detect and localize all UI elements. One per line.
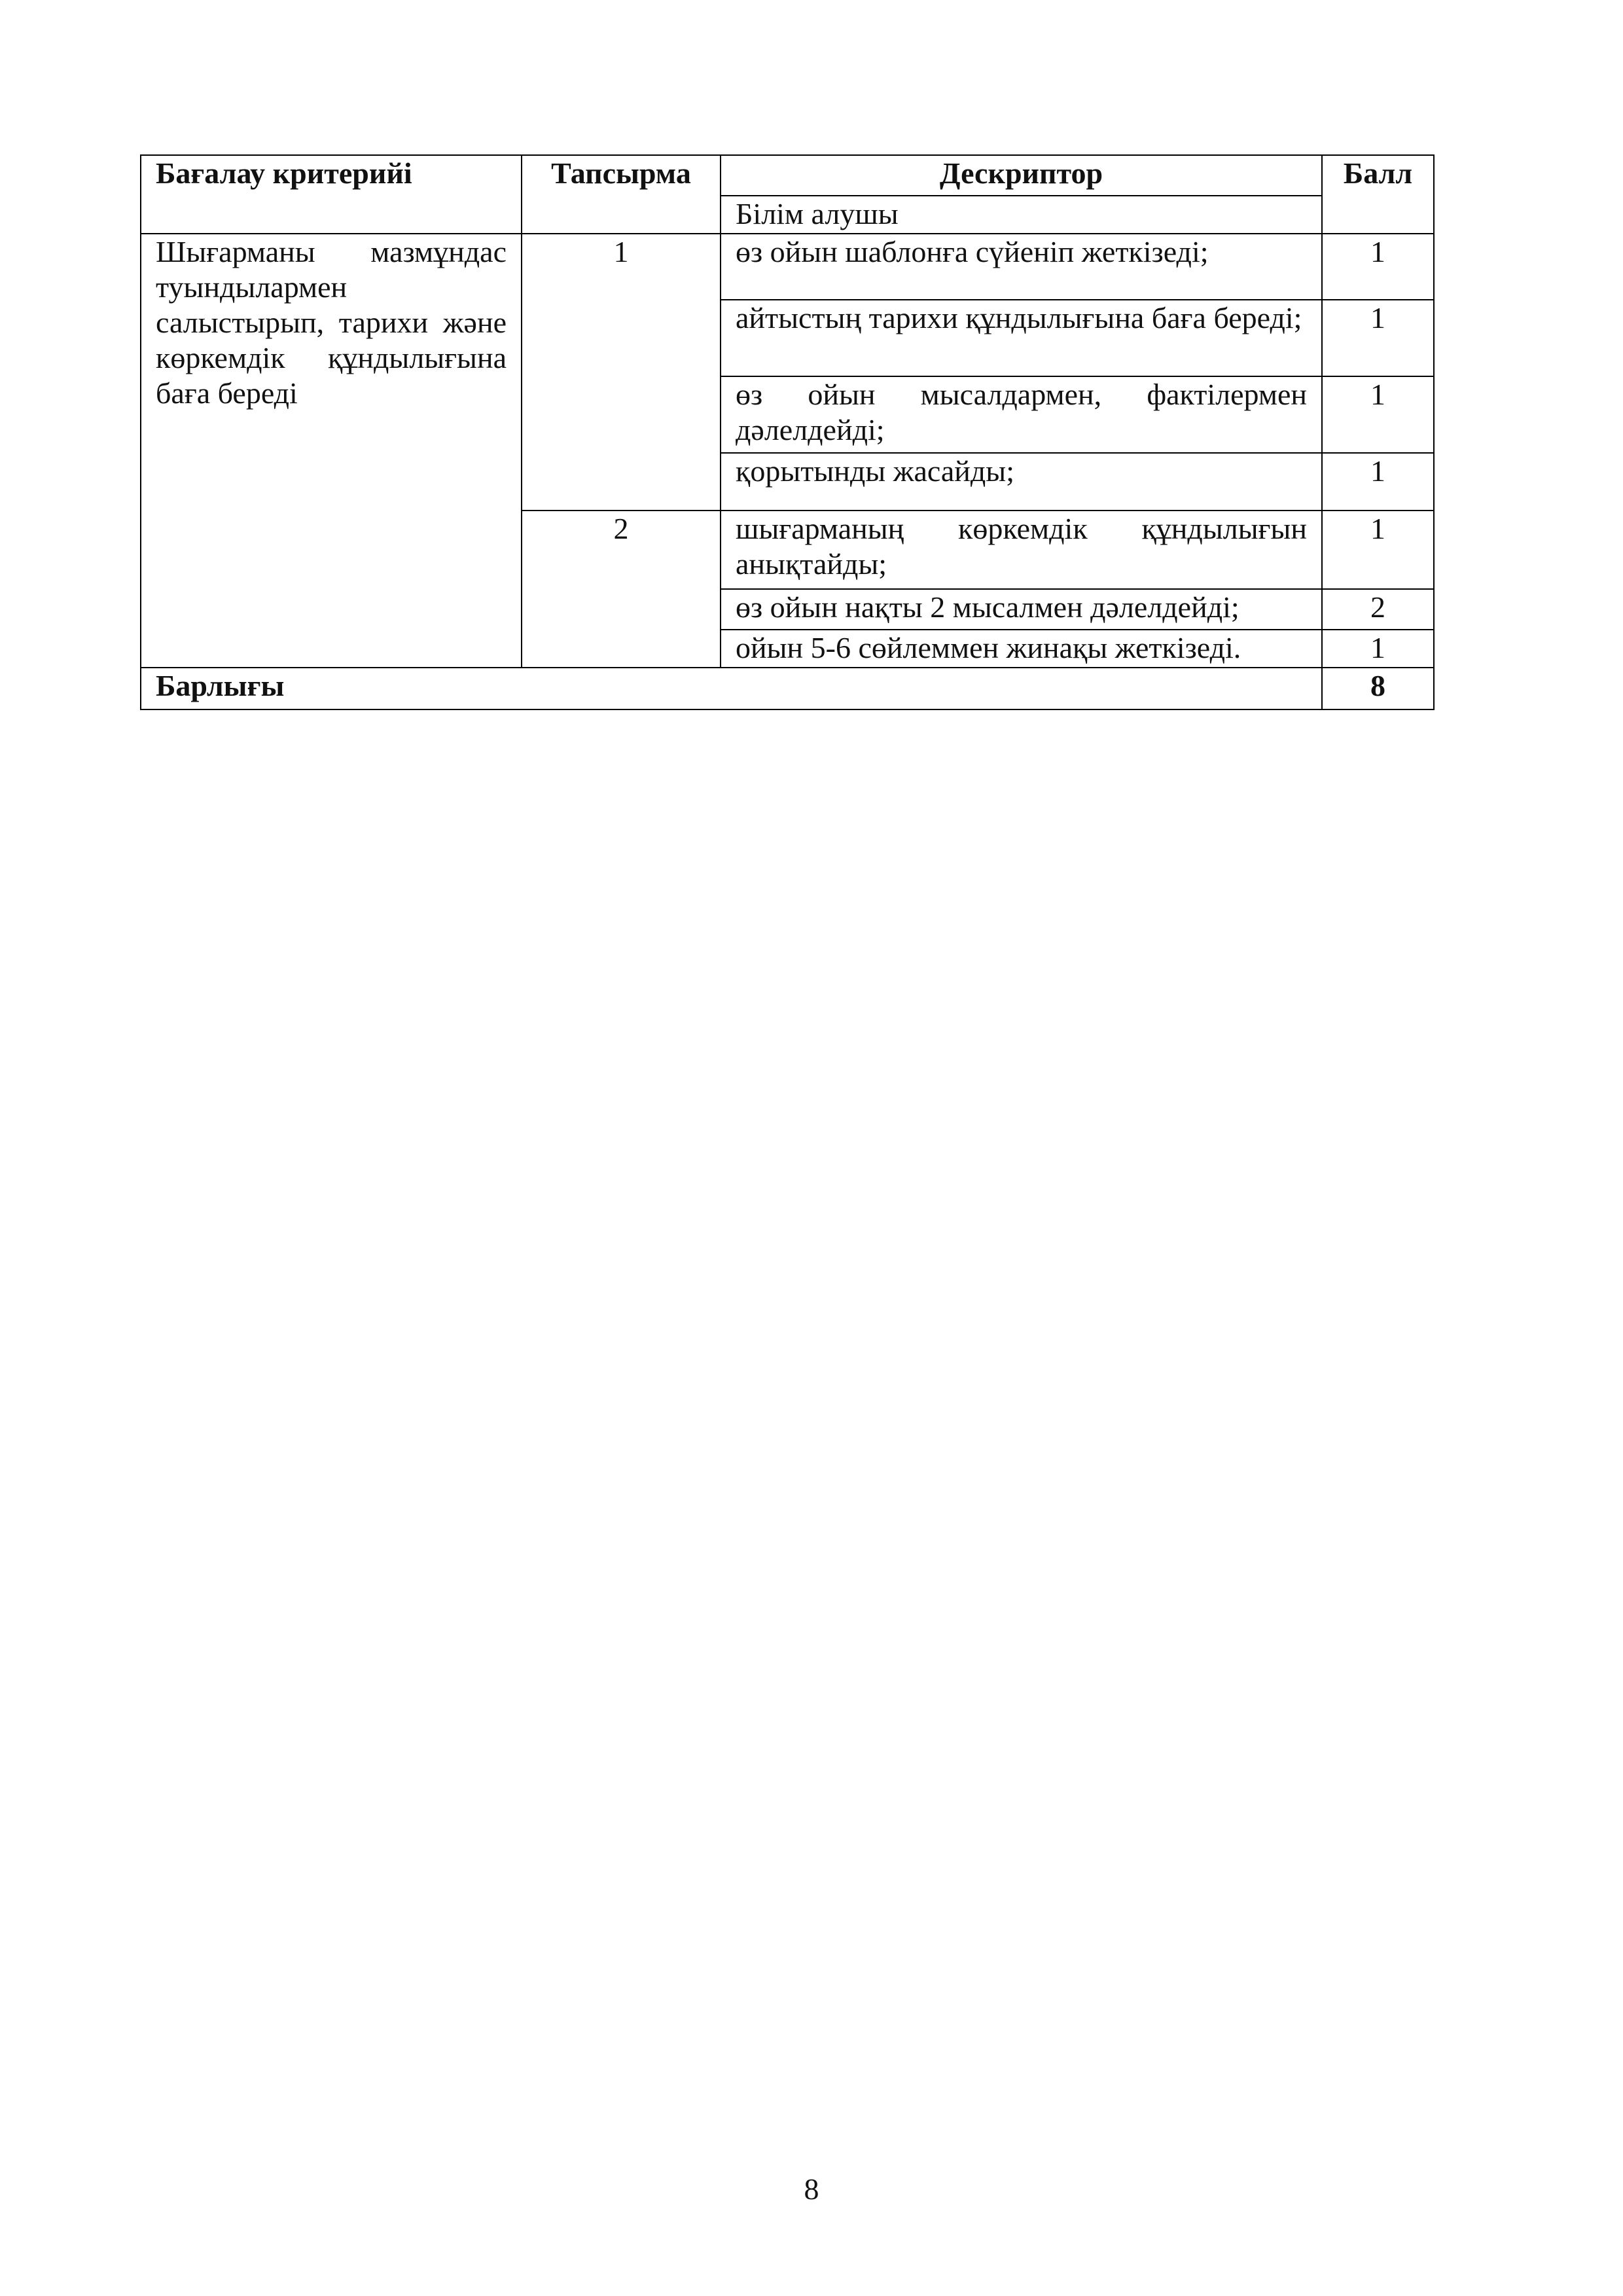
task-number: 2	[522, 511, 721, 668]
page-number: 8	[804, 2172, 819, 2206]
header-score: Балл	[1322, 155, 1434, 234]
descriptor-cell: өз ойын мысалдармен, фактілермен дәлелдейді;	[721, 376, 1322, 453]
header-criterion: Бағалау критерийі	[141, 155, 522, 234]
header-task: Тапсырма	[522, 155, 721, 234]
descriptor-cell: өз ойын шаблонға сүйеніп жеткізеді;	[721, 234, 1322, 300]
score-cell: 1	[1322, 300, 1434, 376]
total-label: Барлығы	[141, 668, 1322, 709]
total-score: 8	[1322, 668, 1434, 709]
task-number: 1	[522, 234, 721, 511]
score-cell: 2	[1322, 589, 1434, 630]
total-row	[141, 668, 1434, 709]
descriptor-cell: айтыстың тарихи құндылығына баға береді;	[721, 300, 1322, 376]
descriptor-cell: шығарманың көркемдік құндылығын анықтайды;	[721, 511, 1322, 589]
assessment-rubric-table	[140, 154, 1435, 710]
score-cell: 1	[1322, 453, 1434, 511]
score-cell: 1	[1322, 376, 1434, 453]
score-cell: 1	[1322, 630, 1434, 668]
subheader-learner: Білім алушы	[721, 196, 1322, 234]
score-cell: 1	[1322, 234, 1434, 300]
criterion-cell: Шығарманы мазмұндас туындылармен салыстырып, тарихи және көркемдік құндылығына баға береді	[141, 234, 522, 668]
descriptor-cell: ойын 5-6 сөйлеммен жинақы жеткізеді.	[721, 630, 1322, 668]
descriptor-cell: өз ойын нақты 2 мысалмен дәлелдейді;	[721, 589, 1322, 630]
header-descriptor: Дескриптор	[721, 155, 1322, 196]
descriptor-cell: қорытынды жасайды;	[721, 453, 1322, 511]
score-cell: 1	[1322, 511, 1434, 589]
table-row	[141, 234, 1434, 300]
header-row	[141, 155, 1434, 196]
